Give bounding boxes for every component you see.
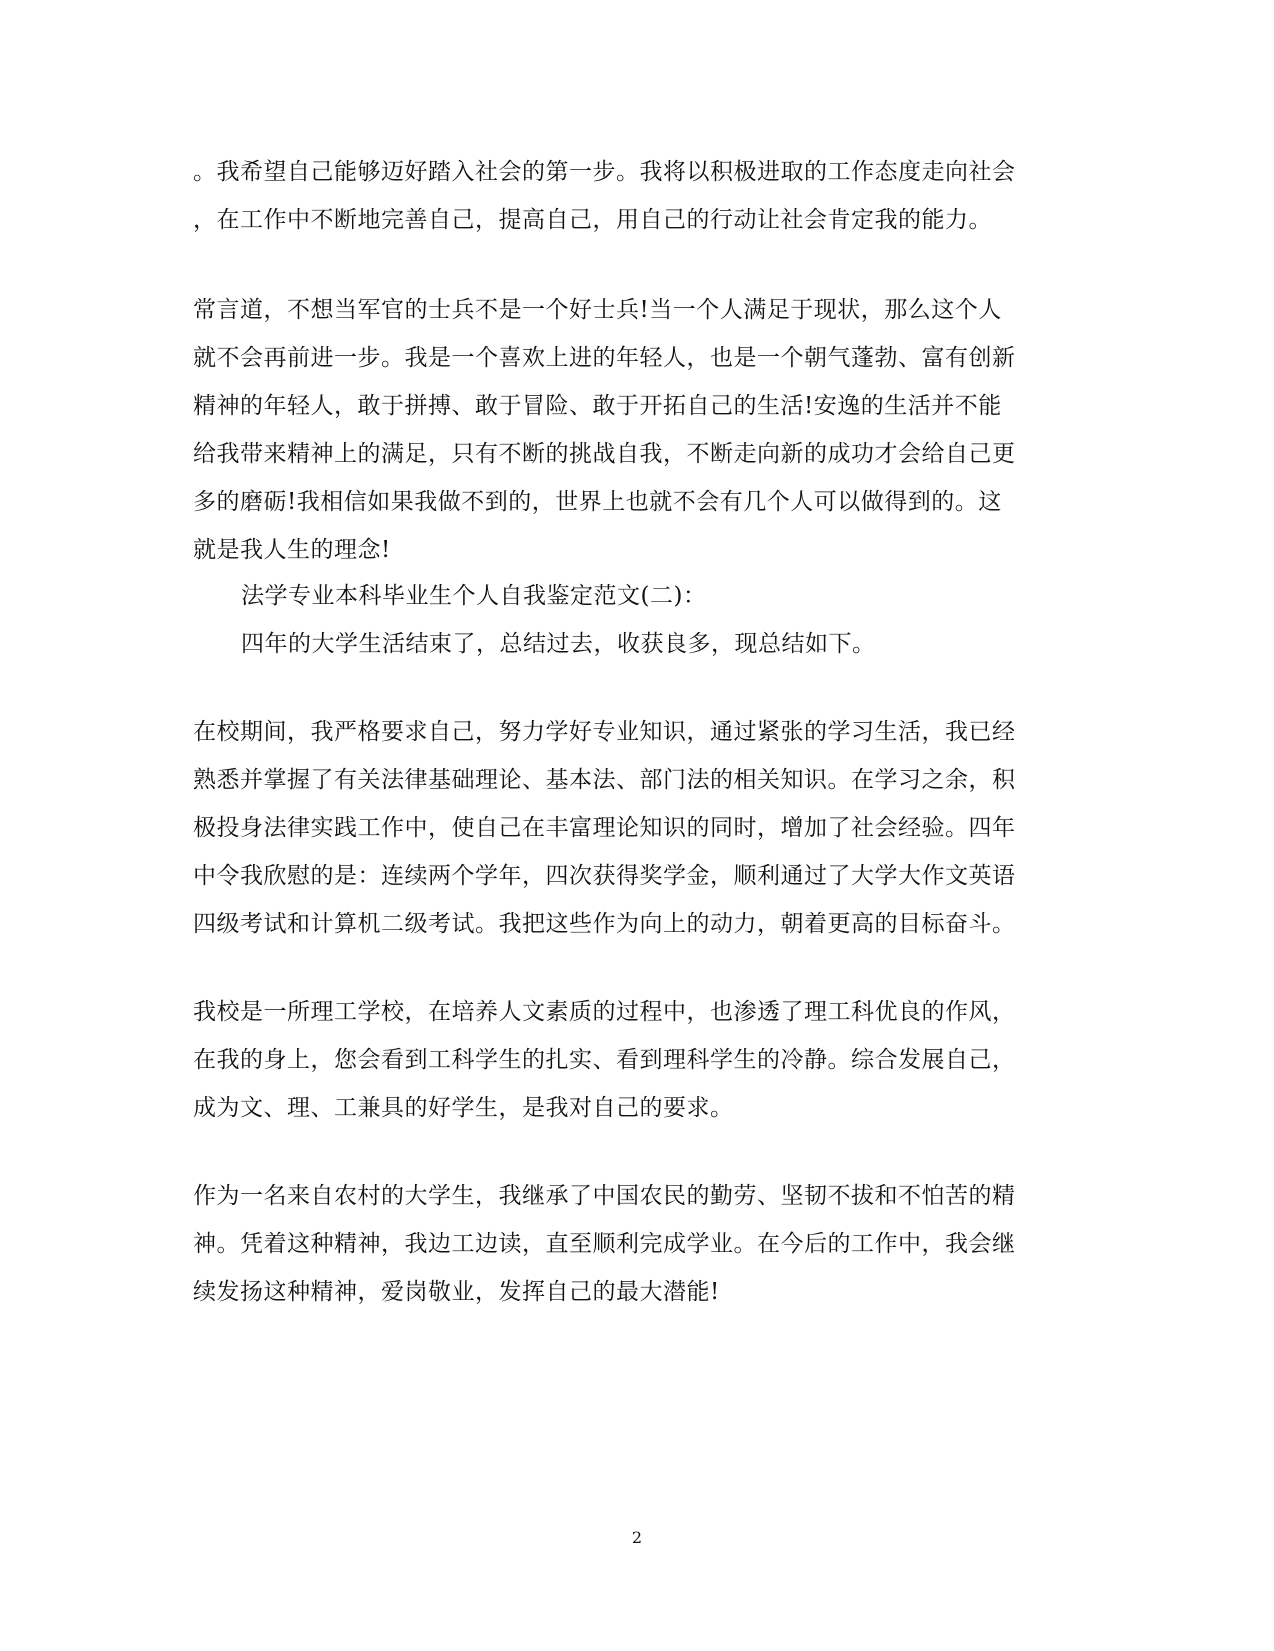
text-line: 在我的身上，您会看到工科学生的扎实、看到理科学生的冷静。综合发展自己， bbox=[193, 1047, 1016, 1073]
paragraph-1 bbox=[193, 148, 1073, 244]
text-line: 常言道，不想当军官的士兵不是一个好士兵!当一个人满足于现状，那么这个人 bbox=[193, 297, 1002, 323]
text-line: 精神的年轻人，敢于拼搏、敢于冒险、敢于开拓自己的生活!安逸的生活并不能 bbox=[193, 393, 1002, 419]
text-line: 就不会再前进一步。我是一个喜欢上进的年轻人，也是一个朝气蓬勃、富有创新 bbox=[193, 345, 1016, 371]
text-line: 续发扬这种精神，爱岗敬业，发挥自己的最大潜能! bbox=[193, 1279, 720, 1305]
text-line: 成为文、理、工兼具的好学生，是我对自己的要求。 bbox=[193, 1095, 734, 1121]
text-line: 。我希望自己能够迈好踏入社会的第一步。我将以积极进取的工作态度走向社会 bbox=[193, 159, 1016, 185]
text-line: 熟悉并掌握了有关法律基础理论、基本法、部门法的相关知识。在学习之余，积 bbox=[193, 767, 1016, 793]
text-line: ，在工作中不断地完善自己，提高自己，用自己的行动让社会肯定我的能力。 bbox=[193, 207, 992, 233]
text-line: 给我带来精神上的满足，只有不断的挑战自我，不断走向新的成功才会给自己更 bbox=[193, 441, 1016, 467]
section-heading: 法学专业本科毕业生个人自我鉴定范文(二)： bbox=[241, 583, 707, 609]
text-line: 在校期间，我严格要求自己，努力学好专业知识，通过紧张的学习生活，我已经 bbox=[193, 719, 1016, 745]
text-line: 就是我人生的理念! bbox=[193, 537, 391, 563]
paragraph-4 bbox=[193, 988, 1073, 1132]
section-heading-block bbox=[193, 572, 1073, 668]
paragraph-3 bbox=[193, 708, 1073, 948]
text-line: 神。凭着这种精神，我边工边读，直至顺利完成学业。在今后的工作中，我会继 bbox=[193, 1231, 1016, 1257]
paragraph-2 bbox=[193, 286, 1073, 574]
text-line: 四级考试和计算机二级考试。我把这些作为向上的动力，朝着更高的目标奋斗。 bbox=[193, 911, 1016, 937]
paragraph-5 bbox=[193, 1172, 1073, 1316]
text-line: 极投身法律实践工作中，使自己在丰富理论知识的同时，增加了社会经验。四年 bbox=[193, 815, 1016, 841]
text-line: 中令我欣慰的是：连续两个学年，四次获得奖学金，顺利通过了大学大作文英语 bbox=[193, 863, 1016, 889]
text-line: 我校是一所理工学校，在培养人文素质的过程中，也渗透了理工科优良的作风， bbox=[193, 999, 1016, 1025]
page-number: 2 bbox=[631, 1528, 643, 1547]
text-line: 作为一名来自农村的大学生，我继承了中国农民的勤劳、坚韧不拔和不怕苦的精 bbox=[193, 1183, 1016, 1209]
text-line: 多的磨砺!我相信如果我做不到的，世界上也就不会有几个人可以做得到的。这 bbox=[193, 489, 1002, 515]
intro-line: 四年的大学生活结束了，总结过去，收获良多，现总结如下。 bbox=[241, 631, 876, 657]
